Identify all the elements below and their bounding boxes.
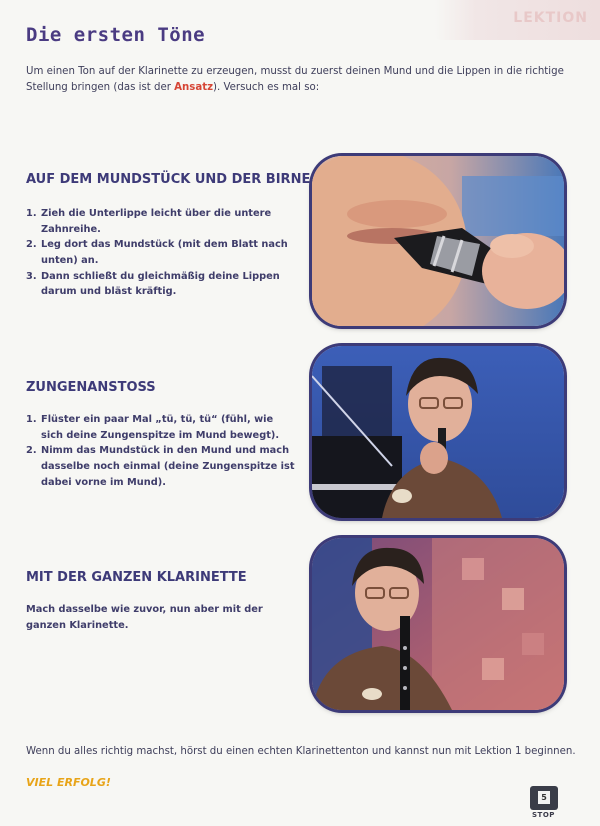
step-text: Dann schließt du gleichmäßig deine Lippen darum und bläst kräftig. bbox=[41, 270, 280, 298]
intro-paragraph bbox=[26, 64, 566, 96]
section-heading-ganze-klarinette: MIT DER GANZEN KLARINETTE bbox=[26, 570, 247, 585]
page-number-badge bbox=[530, 786, 558, 810]
stop-label: STOP bbox=[532, 811, 555, 819]
step-text: Leg dort das Mundstück (mit dem Blatt nach unten) an. bbox=[41, 239, 288, 267]
step-number: 2. bbox=[26, 445, 37, 457]
step-text: Flüster ein paar Mal „tü, tü, tü“ (fühl, wie sich deine Zungenspitze im Mund bewegt). bbox=[41, 414, 280, 441]
intro-highlight-ansatz: Ansatz bbox=[174, 81, 214, 93]
step-number: 1. bbox=[26, 414, 37, 425]
page-number: 5 bbox=[538, 791, 550, 804]
boy-mouthpiece-photo-illustration bbox=[312, 346, 564, 518]
photo-mouthpiece-closeup bbox=[312, 156, 564, 326]
mouthpiece-photo-illustration bbox=[312, 156, 564, 326]
page-title: Die ersten Töne bbox=[26, 24, 206, 46]
good-luck-text: VIEL ERFOLG! bbox=[26, 776, 111, 789]
mundstueck-steps-list bbox=[26, 206, 298, 300]
list-item bbox=[26, 443, 298, 490]
zungenanstoss-steps-list bbox=[26, 412, 298, 490]
list-item bbox=[26, 206, 298, 237]
photo-boy-mouthpiece bbox=[312, 346, 564, 518]
ganze-klarinette-text: Mach dasselbe wie zuvor, nun aber mit der ganzen Klarinette. bbox=[26, 604, 263, 631]
intro-text-start: Um einen Ton auf der Klarinette zu erzeugen, musst du zuerst deinen Mund und die Lippen in die richtige Stellung bringen (das ist der bbox=[26, 66, 564, 93]
section-heading-zungenanstoss: ZUNGENANSTOSS bbox=[26, 380, 156, 395]
step-number: 3. bbox=[26, 270, 37, 282]
section-heading-mundstueck: AUF DEM MUNDSTÜCK UND DER BIRNE bbox=[26, 172, 311, 187]
step-number: 2. bbox=[26, 239, 37, 251]
photo-boy-full-clarinet bbox=[312, 538, 564, 710]
closing-text: Wenn du alles richtig machst, hörst du einen echten Klarinettenton und kannst nun mit Lektion 1 beginnen. bbox=[26, 746, 576, 757]
step-text: Zieh die Unterlippe leicht über die untere Zahnreihe. bbox=[41, 208, 272, 235]
step-number: 1. bbox=[26, 208, 37, 219]
list-item bbox=[26, 412, 298, 443]
lesson-corner-label: LEKTION bbox=[513, 10, 588, 26]
intro-text-end: ). Versuch es mal so: bbox=[213, 81, 320, 93]
step-text: Nimm das Mundstück in den Mund und mach dasselbe noch einmal (deine Zungenspitze ist dabei vorne im Mund). bbox=[41, 445, 295, 488]
boy-clarinet-photo-illustration bbox=[312, 538, 564, 710]
list-item bbox=[26, 269, 298, 300]
lesson-corner-tab bbox=[435, 0, 600, 40]
list-item bbox=[26, 237, 298, 268]
